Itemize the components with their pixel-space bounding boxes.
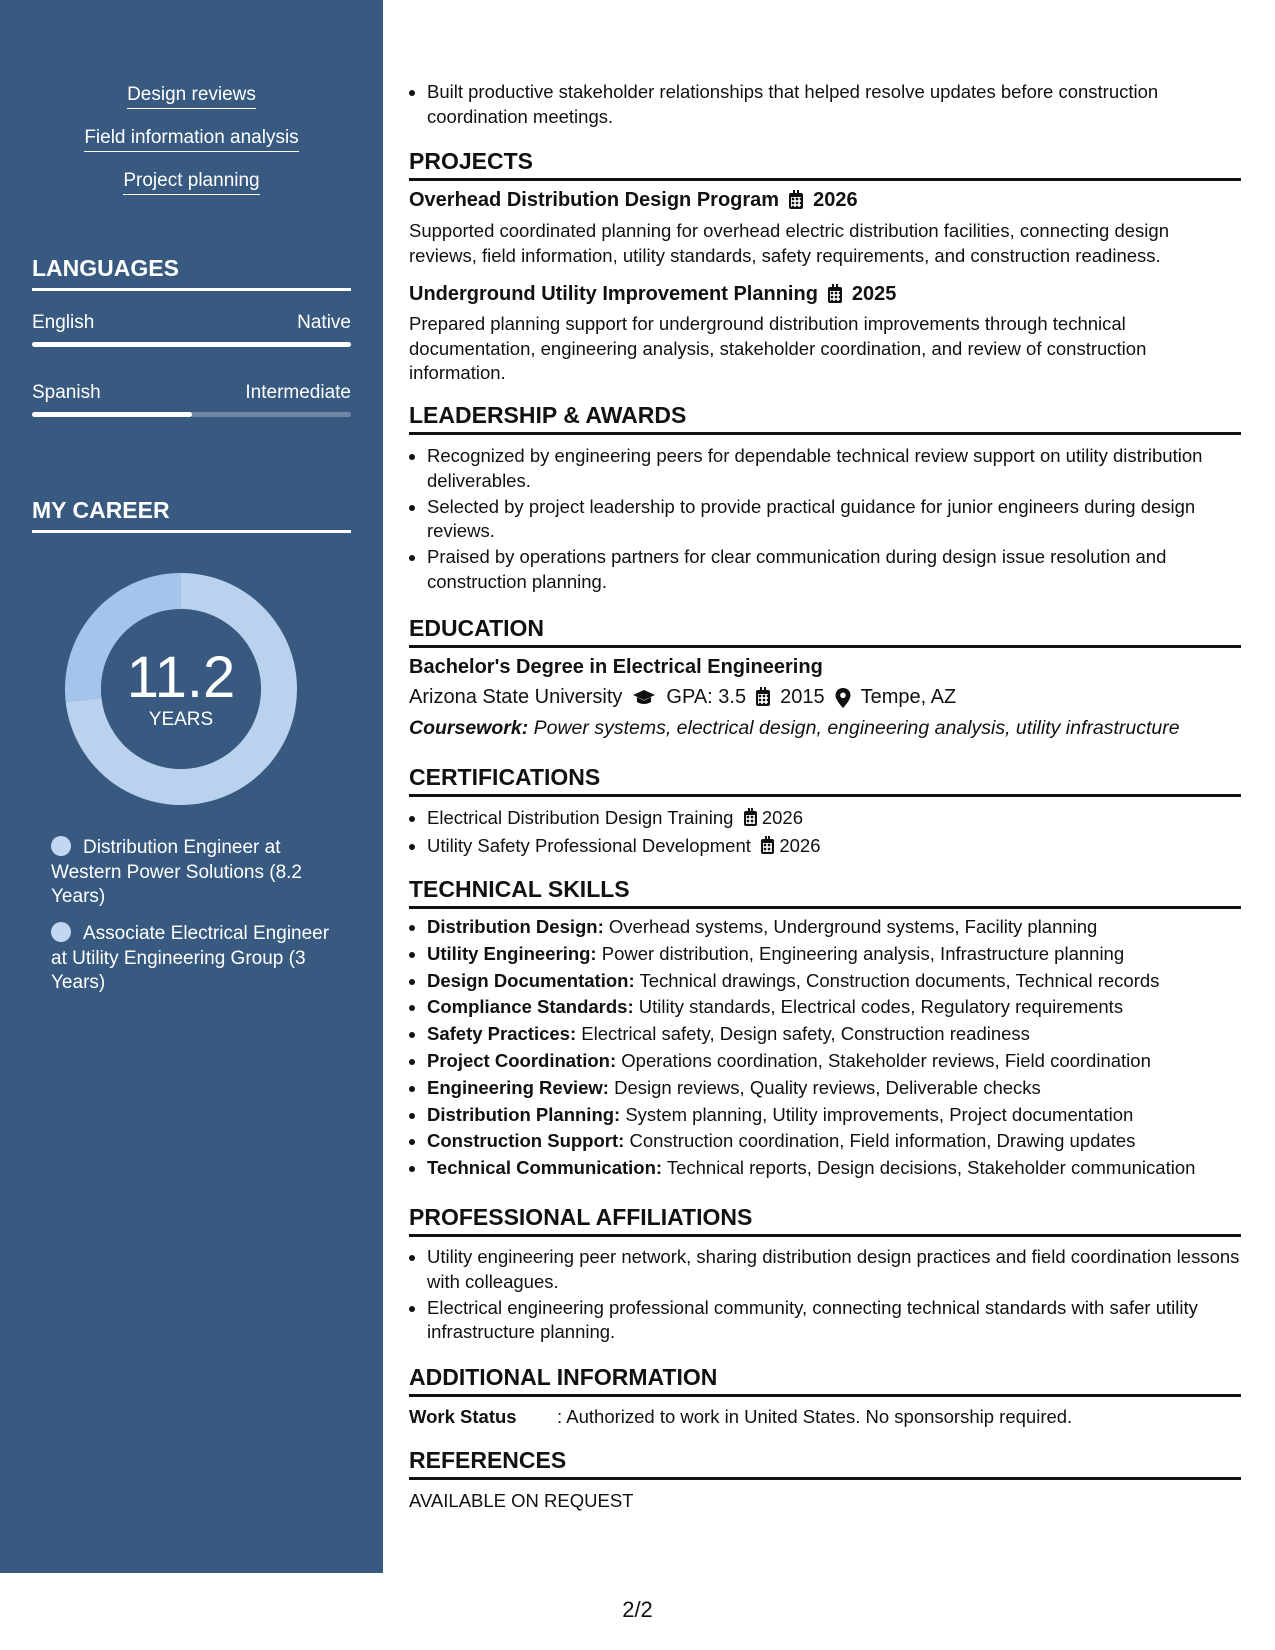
location: Tempe, AZ	[860, 686, 957, 708]
language-bar-fill	[32, 412, 192, 417]
career-donut-chart	[65, 573, 297, 805]
references-heading: REFERENCES	[409, 1447, 1241, 1480]
list-item: • Compliance Standards: Utility standards, Electrical codes, Regulatory requirements	[427, 994, 1259, 1021]
work-status-row	[409, 1405, 1241, 1430]
project-description: Prepared planning support for underground distribution improvements through technical documentation, engineering analysis, stakeholder coordination, and review of construction information.	[409, 313, 1147, 383]
calendar-icon	[789, 193, 803, 209]
graduation-cap-icon	[632, 689, 656, 707]
affiliations-heading: PROFESSIONAL AFFILIATIONS	[409, 1204, 1241, 1237]
additional-information-heading: ADDITIONAL INFORMATION	[409, 1364, 1241, 1397]
language-bar-spanish	[32, 412, 351, 417]
list-item: • Selected by project leadership to provide practical guidance for junior engineers during design reviews.	[427, 495, 1259, 544]
languages-heading: LANGUAGES	[32, 255, 351, 291]
career-item: Associate Electrical Engineer at Utility Engineering Group (3 Years)	[51, 923, 330, 993]
work-status-label: Work Status	[409, 1406, 517, 1427]
list-item: • Construction Support: Construction coordination, Field information, Drawing updates	[427, 1128, 1259, 1155]
list-item: • Utility Safety Professional Development 2026	[427, 833, 1259, 860]
list-item: • Design Documentation: Technical drawings, Construction documents, Technical records	[427, 968, 1259, 995]
project-description: Supported coordinated planning for overhead electric distribution facilities, connecting design reviews, field information, utility standards, safety requirements, and construction readiness.	[409, 220, 1169, 266]
list-item: • Safety Practices: Electrical safety, Design safety, Construction readiness	[427, 1021, 1259, 1048]
list-item: • Project Coordination: Operations coordination, Stakeholder reviews, Field coordination	[427, 1048, 1259, 1075]
skill-link-design-reviews[interactable]: Design reviews	[0, 84, 383, 109]
skill-link-field-information-analysis[interactable]: Field information analysis	[0, 127, 383, 152]
references-text: AVAILABLE ON REQUEST	[409, 1490, 634, 1511]
calendar-icon	[828, 287, 842, 303]
coursework-label: Coursework:	[409, 717, 529, 739]
career-dot-icon	[51, 836, 71, 856]
calendar-icon	[756, 690, 770, 706]
experience-bullets	[409, 80, 1259, 131]
career-heading: MY CAREER	[32, 497, 351, 533]
list-item: • Electrical Distribution Design Training 2026	[427, 805, 1259, 832]
list-item: • Distribution Planning: System planning, Utility improvements, Project documentation	[427, 1102, 1259, 1129]
language-name: English	[32, 312, 95, 333]
coursework: Coursework: Power systems, electrical design, engineering analysis, utility infrastructure	[409, 717, 1180, 739]
language-level: Intermediate	[245, 382, 351, 403]
education-details	[409, 686, 956, 709]
list-item: • Recognized by engineering peers for dependable technical review support on utility distribution deliverables.	[427, 444, 1259, 493]
career-years-value: 11.2	[126, 645, 236, 710]
sidebar	[0, 0, 383, 1573]
language-name: Spanish	[32, 382, 101, 403]
list-item: • Utility engineering peer network, sharing distribution design practices and field coordination lessons with colleagues.	[427, 1245, 1259, 1294]
calendar-icon	[744, 811, 757, 826]
list-item: • Built productive stakeholder relationships that helped resolve updates before construction coordination meetings.	[427, 80, 1259, 129]
list-item: • Praised by operations partners for clear communication during design issue resolution and construction planning.	[427, 545, 1259, 594]
career-years-label: YEARS	[148, 709, 214, 730]
career-item: Distribution Engineer at Western Power Solutions (8.2 Years)	[51, 837, 302, 907]
project-title: Overhead Distribution Design Program 2026	[409, 189, 858, 211]
work-status-value: : Authorized to work in United States. No sponsorship required.	[557, 1406, 1073, 1427]
leadership-list	[409, 444, 1259, 596]
map-pin-icon	[835, 688, 851, 708]
technical-skills-list	[409, 914, 1259, 1182]
language-bar-english	[32, 342, 351, 347]
language-level: Native	[297, 312, 351, 333]
list-item: • Utility Engineering: Power distribution, Engineering analysis, Infrastructure planning	[427, 941, 1259, 968]
gpa: GPA: 3.5	[666, 686, 747, 708]
graduation-year: 2015	[780, 686, 825, 708]
school-name: Arizona State University	[409, 686, 623, 708]
page-number: 2/2	[622, 1597, 653, 1622]
technical-skills-heading: TECHNICAL SKILLS	[409, 876, 1241, 909]
certifications-heading: CERTIFICATIONS	[409, 764, 1241, 797]
skill-link-project-planning[interactable]: Project planning	[0, 170, 383, 195]
education-heading: EDUCATION	[409, 615, 1241, 648]
project-title: Underground Utility Improvement Planning 2025	[409, 283, 897, 305]
calendar-icon	[761, 839, 774, 854]
career-dot-icon	[51, 922, 71, 942]
list-item: • Electrical engineering professional community, connecting technical standards with safer utility infrastructure planning.	[427, 1296, 1259, 1345]
list-item: • Technical Communication: Technical reports, Design decisions, Stakeholder communication	[427, 1155, 1259, 1182]
language-bar-fill	[32, 342, 351, 347]
list-item: • Engineering Review: Design reviews, Quality reviews, Deliverable checks	[427, 1075, 1259, 1102]
list-item: • Distribution Design: Overhead systems, Underground systems, Facility planning	[427, 914, 1259, 941]
language-row-spanish	[32, 382, 351, 404]
certifications-list	[409, 805, 1259, 861]
affiliations-list	[409, 1245, 1259, 1346]
leadership-heading: LEADERSHIP & AWARDS	[409, 402, 1241, 435]
language-row-english	[32, 312, 351, 334]
degree-title: Bachelor's Degree in Electrical Engineering	[409, 656, 823, 678]
projects-heading: PROJECTS	[409, 148, 1241, 181]
